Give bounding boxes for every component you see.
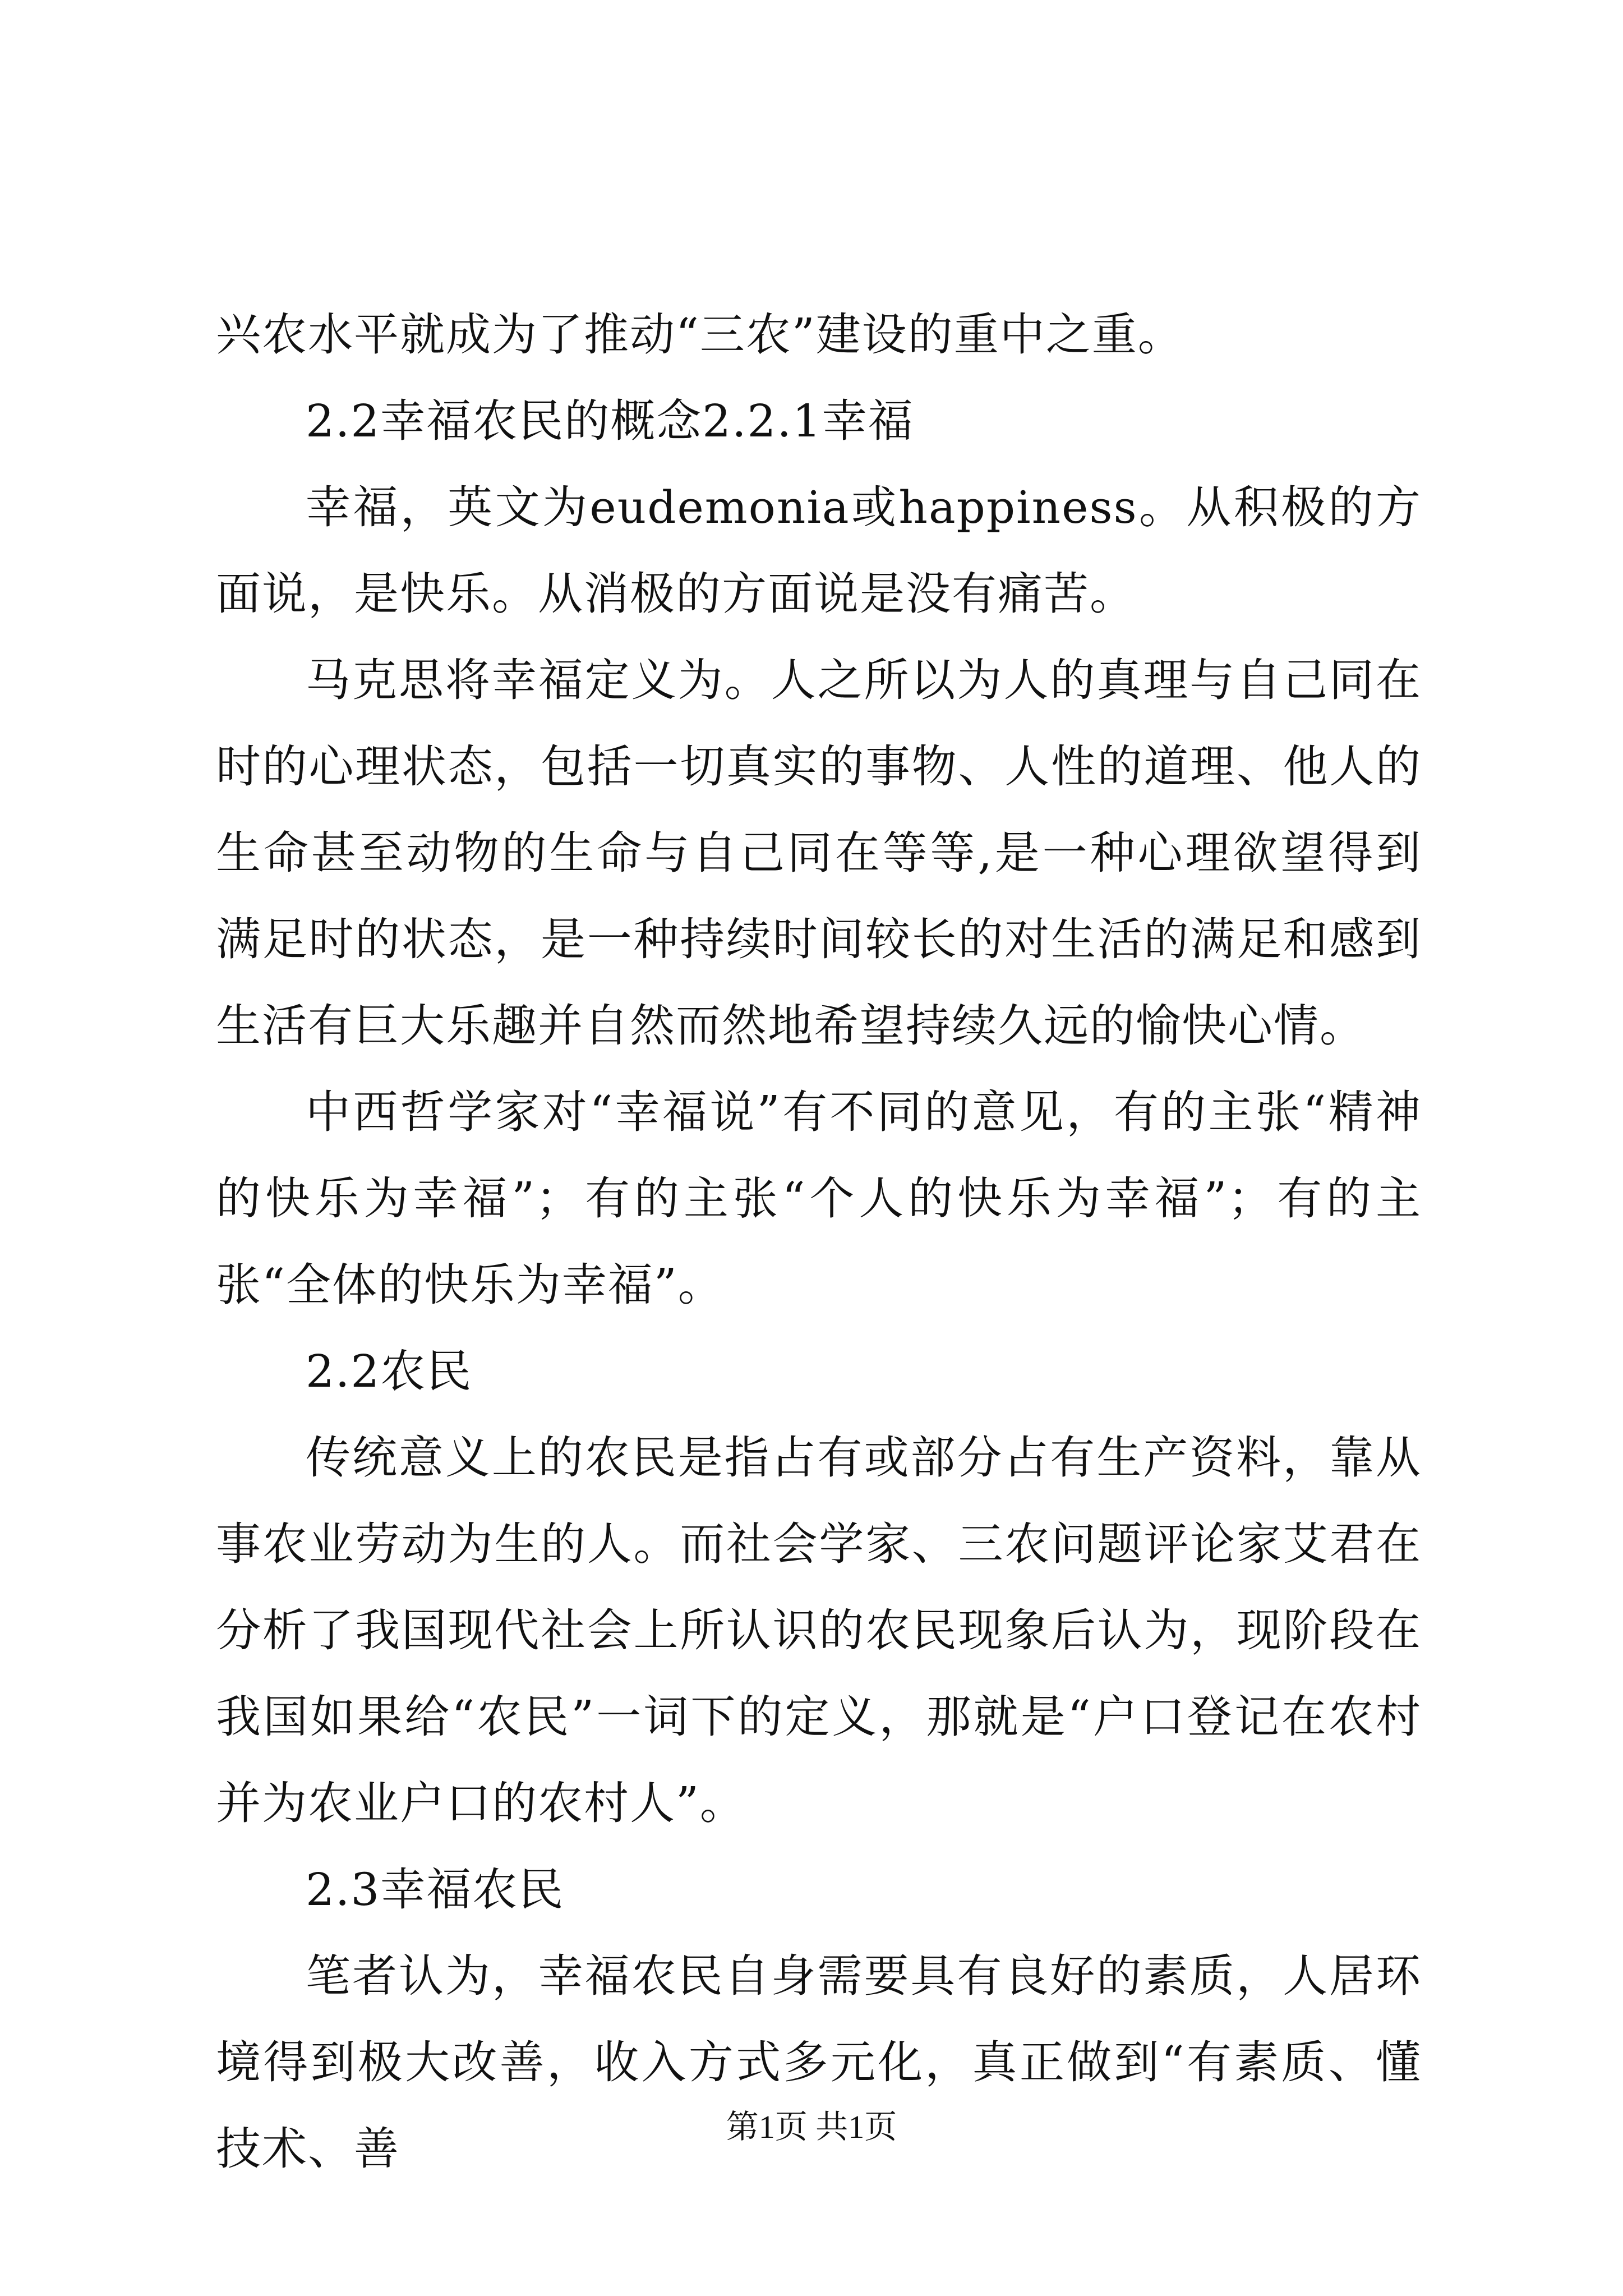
page-footer: 第1页 共1页 (726, 2109, 897, 2145)
paragraph-farmers-definition: 传统意义上的农民是指占有或部分占有生产资料，靠从事农业劳动为生的人。而社会学家、三农问题评论家艾君在分析了我国现代社会上所认识的农民现象后认为，现阶段在我国如果给“农民”一词下的定义，那就是“户口登记在农村并为农业户口的农村人”。 (216, 1432, 1422, 1829)
paragraph-author-view: 笔者认为，幸福农民自身需要具有良好的素质，人居环境得到极大改善，收入方式多元化，真正做到“有素质、懂技术、善 (216, 1950, 1422, 2175)
section-heading-2-3-happy-farmers: 2.3幸福农民 (306, 1864, 565, 1916)
paragraph-philosophers: 中西哲学家对“幸福说”有不同的意见，有的主张“精神的快乐为幸福”；有的主张“个人的快乐为幸福”；有的主张“全体的快乐为幸福”。 (216, 1086, 1422, 1311)
document-body (216, 292, 1422, 2192)
paragraph-1: 兴农水平就成为了推动“三农”建设的重中之重。 (216, 309, 1184, 361)
section-heading-2-2-farmers: 2.2农民 (306, 1345, 473, 1397)
section-heading-2-2-concept: 2.2幸福农民的概念2.2.1幸福 (306, 395, 914, 447)
paragraph-marx-definition: 马克思将幸福定义为。人之所以为人的真理与自己同在时的心理状态，包括一切真实的事物、人性的道理、他人的生命甚至动物的生命与自己同在等等,是一种心理欲望得到满足时的状态，是一种持续时间较长的对生活的满足和感到生活有巨大乐趣并自然而然地希望持续久远的愉快心情。 (216, 654, 1422, 1052)
paragraph-happiness-definition: 幸福，英文为eudemonia或happiness。从积极的方面说，是快乐。从消极的方面说是没有痛苦。 (216, 481, 1422, 620)
